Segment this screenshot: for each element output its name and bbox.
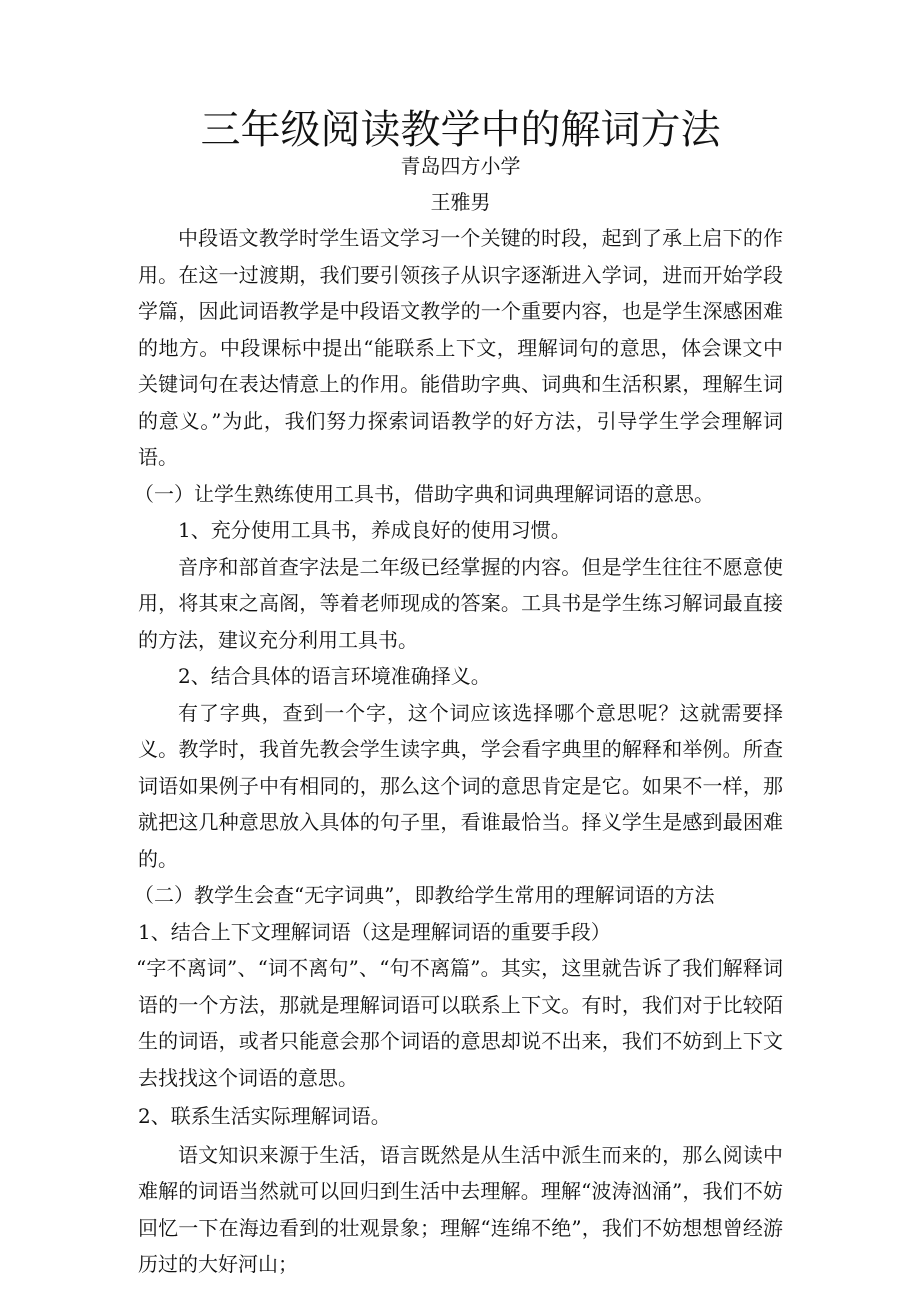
body-paragraph: 有了字典，查到一个字，这个词应该选择哪个意思呢？这就需要择义。教学时，我首先教会学生读字典，学会看字典里的解释和举例。所查词语如果例子中有相同的，那么这个词的意思肯定是它。如果不一样，那就把这几种意思放入具体的句子里，看谁最恰当。择义学生是感到最困难的。 xyxy=(138,700,783,871)
section-heading-1: （一）让学生熟练使用工具书，借助字典和词典理解词语的意思。 xyxy=(134,481,714,506)
document-page xyxy=(134,107,783,1283)
author-name: 王雅男 xyxy=(430,190,491,214)
section-heading-2: （二）教学生会查“无字词典”，即教给学生常用的理解词语的方法 xyxy=(134,883,715,907)
document-title: 三年级阅读教学中的解词方法 xyxy=(200,107,721,153)
subheading-1-1: 1、充分使用工具书，养成良好的使用习惯。 xyxy=(178,518,571,542)
subheading-2-2: 2、联系生活实际理解词语。 xyxy=(138,1104,391,1128)
subheading-1-2: 2、结合具体的语言环境准确择义。 xyxy=(178,664,491,688)
subheading-2-1: 1、结合上下文理解词语（这是理解词语的重要手段） xyxy=(138,919,611,944)
body-paragraph: 语文知识来源于生活，语言既然是从生活中派生而来的，那么阅读中难解的词语当然就可以回归到生活中去理解。理解“波涛汹涌”，我们不妨回忆一下在海边看到的壮观景象；理解“连绵不绝”，我们不妨想想曾经游历过的大好河山； xyxy=(138,1142,783,1276)
body-paragraph: 音序和部首查字法是二年级已经掌握的内容。但是学生往往不愿意使用，将其束之高阁，等着老师现成的答案。工具书是学生练习解词最直接的方法，建议充分利用工具书。 xyxy=(138,554,783,652)
intro-paragraph: 中段语文教学时学生语文学习一个关键的时段，起到了承上启下的作用。在这一过渡期，我们要引领孩子从识字逐渐进入学词，进而开始学段学篇，因此词语教学是中段语文教学的一个重要内容，也是学生深感困难的地方。中段课标中提出“能联系上下文，理解词句的意思，体会课文中关键词句在表达情意上的作用。能借助字典、词典和生活积累，理解生词的意义。”为此，我们努力探索词语教学的好方法，引导学生学会理解词语。 xyxy=(138,226,783,469)
body-paragraph: “字不离词”、“词不离句”、“句不离篇”。其实，这里就告诉了我们解释词语的一个方法，那就是理解词语可以联系上下文。有时，我们对于比较陌生的词语，或者只能意会那个词语的意思却说不出来，我们不妨到上下文去找找这个词语的意思。 xyxy=(136,956,783,1090)
school-name: 青岛四方小学 xyxy=(400,154,521,178)
